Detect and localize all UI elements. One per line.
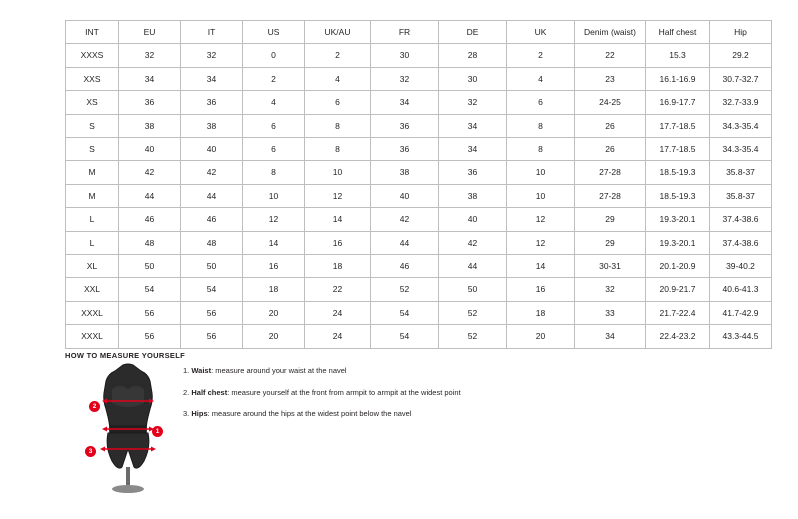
cell-de: 32 [439,91,507,114]
cell-fr: 44 [371,231,439,254]
table-header-row [66,21,772,44]
cell-eu: 44 [119,184,181,207]
cell-it: 42 [181,161,243,184]
cell-denim-waist: 27-28 [575,161,646,184]
cell-us: 2 [243,67,305,90]
cell-denim-waist: 27-28 [575,184,646,207]
cell-denim-waist: 34 [575,325,646,348]
cell-it: 36 [181,91,243,114]
cell-eu: 46 [119,208,181,231]
cell-uk-au: 22 [305,278,371,301]
cell-de: 36 [439,161,507,184]
cell-uk: 14 [507,255,575,278]
cell-uk: 2 [507,44,575,67]
table-row [66,114,772,137]
cell-int: L [66,231,119,254]
cell-us: 20 [243,301,305,324]
table-row [66,231,772,254]
cell-it: 44 [181,184,243,207]
cell-de: 42 [439,231,507,254]
cell-us: 20 [243,325,305,348]
cell-denim-waist: 22 [575,44,646,67]
cell-fr: 54 [371,325,439,348]
column-header-it: IT [181,21,243,44]
cell-eu: 54 [119,278,181,301]
table-row [66,161,772,184]
cell-uk-au: 4 [305,67,371,90]
cell-int: M [66,161,119,184]
cell-uk: 10 [507,161,575,184]
table-row [66,138,772,161]
cell-eu: 50 [119,255,181,278]
cell-fr: 32 [371,67,439,90]
badge-hips: 3 [85,446,96,457]
cell-fr: 54 [371,301,439,324]
cell-eu: 32 [119,44,181,67]
cell-uk: 18 [507,301,575,324]
cell-half-chest: 19.3-20.1 [646,208,710,231]
cell-hip: 32.7-33.9 [710,91,772,114]
step-term: Half chest [191,387,228,397]
column-header-eu: EU [119,21,181,44]
cell-eu: 48 [119,231,181,254]
cell-hip: 40.6-41.3 [710,278,772,301]
cell-int: S [66,114,119,137]
cell-us: 4 [243,91,305,114]
cell-half-chest: 15.3 [646,44,710,67]
cell-int: XXS [66,67,119,90]
step-number: 1. [183,366,190,375]
cell-uk: 10 [507,184,575,207]
mannequin-illustration [78,363,178,503]
cell-fr: 38 [371,161,439,184]
cell-half-chest: 19.3-20.1 [646,231,710,254]
step-number: 2. [183,387,190,397]
cell-it: 48 [181,231,243,254]
cell-it: 34 [181,67,243,90]
table-row [66,208,772,231]
column-header-int: INT [66,21,119,44]
cell-it: 38 [181,114,243,137]
cell-hip: 43.3-44.5 [710,325,772,348]
cell-half-chest: 20.1-20.9 [646,255,710,278]
cell-half-chest: 18.5-19.3 [646,184,710,207]
cell-uk-au: 6 [305,91,371,114]
column-header-us: US [243,21,305,44]
table-row [66,44,772,67]
cell-it: 32 [181,44,243,67]
cell-uk: 8 [507,114,575,137]
cell-fr: 36 [371,114,439,137]
cell-hip: 29.2 [710,44,772,67]
cell-uk: 4 [507,67,575,90]
cell-fr: 52 [371,278,439,301]
cell-uk-au: 12 [305,184,371,207]
measure-steps-list [183,366,603,431]
cell-half-chest: 17.7-18.5 [646,138,710,161]
cell-denim-waist: 29 [575,231,646,254]
step-term: Hips [191,409,208,418]
cell-int: XS [66,91,119,114]
cell-us: 10 [243,184,305,207]
cell-eu: 36 [119,91,181,114]
cell-eu: 56 [119,301,181,324]
list-item [183,409,603,420]
cell-denim-waist: 29 [575,208,646,231]
cell-half-chest: 18.5-19.3 [646,161,710,184]
cell-uk-au: 10 [305,161,371,184]
cell-de: 52 [439,301,507,324]
cell-eu: 42 [119,161,181,184]
column-header-uk-au: UK/AU [305,21,371,44]
cell-denim-waist: 33 [575,301,646,324]
cell-int: S [66,138,119,161]
list-item [183,366,603,377]
cell-it: 46 [181,208,243,231]
cell-hip: 34.3-35.4 [710,138,772,161]
column-header-uk: UK [507,21,575,44]
cell-eu: 38 [119,114,181,137]
cell-int: XL [66,255,119,278]
cell-int: XXXL [66,325,119,348]
cell-de: 52 [439,325,507,348]
column-header-denim-waist: Denim (waist) [575,21,646,44]
table-row [66,301,772,324]
column-header-half-chest: Half chest [646,21,710,44]
cell-fr: 34 [371,91,439,114]
cell-denim-waist: 30-31 [575,255,646,278]
cell-half-chest: 20.9-21.7 [646,278,710,301]
cell-uk-au: 14 [305,208,371,231]
cell-de: 30 [439,67,507,90]
cell-uk-au: 24 [305,301,371,324]
cell-uk: 8 [507,138,575,161]
cell-half-chest: 21.7-22.4 [646,301,710,324]
cell-hip: 39-40.2 [710,255,772,278]
cell-de: 28 [439,44,507,67]
cell-uk: 6 [507,91,575,114]
step-text: : measure around your waist at the navel [211,366,347,375]
table-row [66,67,772,90]
step-number: 3. [183,409,190,418]
cell-hip: 41.7-42.9 [710,301,772,324]
cell-it: 40 [181,138,243,161]
cell-it: 54 [181,278,243,301]
torso-figure-icon [78,363,178,503]
cell-hip: 37.4-38.6 [710,208,772,231]
table-row [66,278,772,301]
table-row [66,184,772,207]
cell-uk-au: 18 [305,255,371,278]
cell-uk-au: 8 [305,114,371,137]
size-chart-table [65,20,772,349]
cell-fr: 40 [371,184,439,207]
badge-waist: 1 [152,426,163,437]
cell-uk-au: 2 [305,44,371,67]
list-item [183,388,603,399]
cell-fr: 42 [371,208,439,231]
column-header-hip: Hip [710,21,772,44]
badge-half-chest: 2 [89,401,100,412]
table-row [66,325,772,348]
cell-us: 18 [243,278,305,301]
cell-eu: 34 [119,67,181,90]
cell-denim-waist: 32 [575,278,646,301]
cell-uk-au: 24 [305,325,371,348]
cell-int: XXL [66,278,119,301]
cell-uk: 20 [507,325,575,348]
cell-int: XXXS [66,44,119,67]
cell-uk: 16 [507,278,575,301]
cell-de: 38 [439,184,507,207]
cell-eu: 56 [119,325,181,348]
cell-hip: 34.3-35.4 [710,114,772,137]
cell-half-chest: 16.9-17.7 [646,91,710,114]
cell-us: 6 [243,114,305,137]
cell-fr: 36 [371,138,439,161]
cell-denim-waist: 26 [575,138,646,161]
cell-int: M [66,184,119,207]
cell-it: 56 [181,301,243,324]
cell-uk: 12 [507,231,575,254]
cell-uk-au: 8 [305,138,371,161]
column-header-fr: FR [371,21,439,44]
cell-de: 40 [439,208,507,231]
cell-us: 12 [243,208,305,231]
step-text: : measure yourself at the front from armpit to armpit at the widest point [227,387,461,397]
cell-int: L [66,208,119,231]
table-row [66,91,772,114]
column-header-de: DE [439,21,507,44]
table-row [66,255,772,278]
cell-us: 8 [243,161,305,184]
cell-uk: 12 [507,208,575,231]
cell-it: 56 [181,325,243,348]
cell-fr: 46 [371,255,439,278]
cell-it: 50 [181,255,243,278]
cell-us: 6 [243,138,305,161]
cell-de: 44 [439,255,507,278]
cell-half-chest: 22.4-23.2 [646,325,710,348]
how-to-measure-title: HOW TO MEASURE YOURSELF [65,351,185,360]
cell-hip: 35.8-37 [710,184,772,207]
cell-denim-waist: 24-25 [575,91,646,114]
cell-uk-au: 16 [305,231,371,254]
step-term: Waist [191,366,212,375]
cell-int: XXXL [66,301,119,324]
cell-fr: 30 [371,44,439,67]
cell-us: 16 [243,255,305,278]
cell-de: 34 [439,114,507,137]
cell-us: 14 [243,231,305,254]
cell-us: 0 [243,44,305,67]
cell-denim-waist: 23 [575,67,646,90]
cell-half-chest: 16.1-16.9 [646,67,710,90]
cell-eu: 40 [119,138,181,161]
cell-de: 50 [439,278,507,301]
cell-de: 34 [439,138,507,161]
cell-half-chest: 17.7-18.5 [646,114,710,137]
cell-hip: 37.4-38.6 [710,231,772,254]
cell-hip: 30.7-32.7 [710,67,772,90]
cell-denim-waist: 26 [575,114,646,137]
step-text: : measure around the hips at the widest point below the navel [207,409,412,418]
cell-hip: 35.8-37 [710,161,772,184]
